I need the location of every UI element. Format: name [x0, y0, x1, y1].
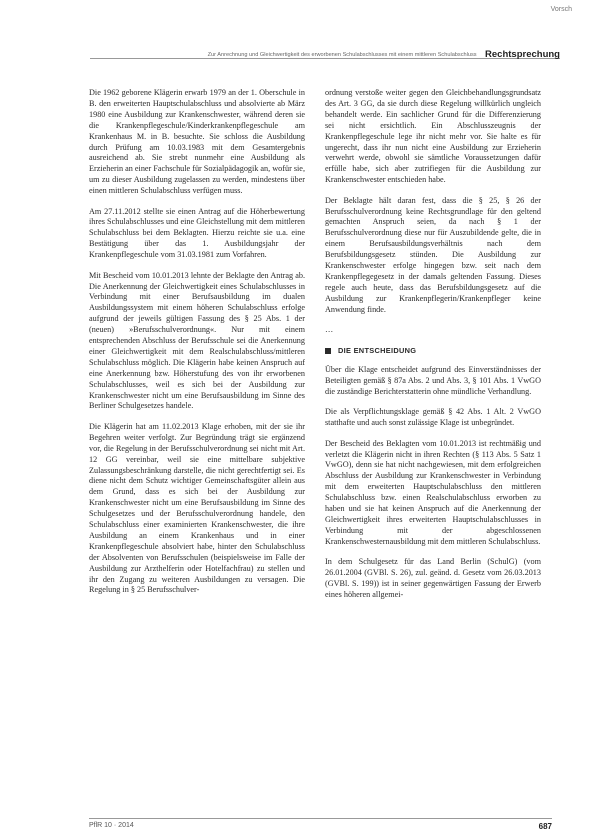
left-paragraph-2: Am 27.11.2012 stellte sie einen Antrag auf die Höherbewertung ihres Schulabschlusses und eine Gleichstellung mit dem mittleren Schulabschluss bei dem Beklagten. Hierzu reichte sie u.a. eine Bestätigung über das 1. Ausbildungsjahr der Krankenpflegeschule vom 31.03.1981 zum Vorfahren.: [89, 206, 305, 260]
page-number: 687: [538, 822, 552, 831]
left-paragraph-4: Die Klägerin hat am 11.02.2013 Klage erhoben, mit der sie ihr Begehren weiter verfolgt. Zur Begründung trägt sie ergänzend vor, die Regelung in der Berufsschulverordnung sei nicht mit Art. 12 GG vereinbar, weil sie eine mittelbare subjektive Zulassungsbeschränkung darstelle, die nicht gerechtfertigt sei. Es diene nicht dem Schutz wichtiger Gemeinschaftsgüter allein aus dem Grund, dass es sich bei der Ausbildung zur Krankenschwester nicht um eine Berufsausbildung im Sinne des Schulgesetzes und der Berufsschulverordnung handele, den Schulabschluss einer examinierten Krankenschwester, die ihre Ausbildung an einem Krankenhaus und in einer Krankenpflegeschule absolviert habe, hinter den Schulabschluss der Absolventen von Berufsschulen (beispielsweise im Falle der Ausbildung zur Arzthelferin oder Hotelfachfrau) zu stellen und ihr den Zugang zu weiteren Ausbildungen zu versagen. Die Regelung in § 25 Berufsschulver-: [89, 421, 305, 595]
right-paragraph-5: Der Bescheid des Beklagten vom 10.01.2013 ist rechtmäßig und verletzt die Klägerin nicht in ihren Rechten (§ 113 Abs. 5 Satz 1 VwGO), denn sie hat nicht nachgewiesen, mit dem erfolgreichen Abschluss der Ausbildung zur Krankenschwester in Verbindung mit dem erweiterten Hauptschulabschluss den mittleren Schulabschluss bzw. einen Realschulabschluss erworben zu haben und sie hat keinen Anspruch auf die Anerkennung der Gleichwertigkeit ihres erweiterten Hauptschulabschlusses in Verbindung mit der abgeschlossenen Krankenschwesternausbildung mit dem mittleren Schulabschluss.: [325, 438, 541, 546]
left-paragraph-1: Die 1962 geborene Klägerin erwarb 1979 an der 1. Oberschule in B. den erweiterten Hauptschulabschluss und absolvierte ab März 1980 eine Ausbildung zur Krankenschwester, während deren sie die Krankenpflegeschule/Kinderkrankenpflegeschule am Krankenhaus M. in B. besuchte. Sie schloss die Ausbildung durch Prüfung am 10.03.1983 mit dem Gesamtergebnis ausreichend ab. Sie strebt nunmehr eine Ausbildung als Erzieherin an einer Fachschule für Sozialpädagogik an, wofür sie, um zu dieser Ausbildung zugelassen zu werden, mindestens über einen mittleren Schulabschluss verfügen muss.: [89, 88, 305, 196]
right-paragraph-1: ordnung verstoße weiter gegen den Gleichbehandlungsgrundsatz des Art. 3 GG, da sie durch diese Regelung willkürlich ungleich behandelt werde. Ein sachlicher Grund für die Differenzierung sei nicht ersichtlich. Ein Abschlusszeugnis der Krankenpflegeschule lege ihr nicht mehr vor. Sie halte es für ungerecht, dass ihr nun nicht eine Ausbildung zur Erzieherin verwehrt werde, obwohl sie sämtliche Voraussetzungen dafür erfülle habe, sich aber zutrifiegen für die Ausbildung zur Krankenschwester entschieden habe.: [325, 88, 541, 185]
running-head-section: Rechtsprechung: [485, 49, 560, 60]
running-head: [90, 44, 560, 59]
section-heading-text: DIE ENTSCHEIDUNG: [338, 346, 417, 356]
right-paragraph-4: Die als Verpflichtungsklage gemäß § 42 Abs. 1 Alt. 2 VwGO statthafte und auch sonst zulässige Klage ist unbegründet.: [325, 407, 541, 428]
right-column: [325, 88, 541, 610]
square-bullet-icon: [325, 348, 331, 354]
right-paragraph-6: In dem Schulgesetz für das Land Berlin (SchulG) (vom 26.01.2004 (GVBl. S. 26), zul. geänd. d. Gesetz vom 26.03.2013 (GVBl. S. 199)) ist in seiner gegenwärtigen Fassung der Erwerb eines höheren allgemei-: [325, 557, 541, 599]
journal-reference: PflR 10 · 2014: [89, 822, 134, 829]
left-paragraph-3: Mit Bescheid vom 10.01.2013 lehnte der Beklagte den Antrag ab. Die Anerkennung der Gleichwertigkeit eines Schulabschlusses in Verbindung mit einer Berufsausbildung im dualen Ausbildungssystem mit einem höheren Schulabschluss erfolge aufgrund der jeweils gültigen Fassung des § 25 Abs. 1 der (neuen) »Berufsschulverordnung«. Nur mit einem entsprechenden Abschluss der Berufsschule sei die Anerkennung einer Gleichwertigkeit mit dem Realschulabschluss/mittleren Schulabschluss möglich. Die Klägerin habe keinen Anspruch auf eine Anerkennung bzw. Höherstufung des von ihr erworbenen Schulabschlusses, weil es sich bei der Ausbildung zur Krankenschwester nicht um eine Berufsausbildung im Sinne des Berliner Schulgesetzes handele.: [89, 270, 305, 411]
page-footer: [89, 818, 552, 829]
left-column: [89, 88, 305, 606]
running-head-subtitle: Zur Anrechnung und Gleichwertigkeit des erworbenen Schulabschlusses mit einem mittleren Schulabschluss: [207, 52, 477, 58]
right-paragraph-3: Über die Klage entscheidet aufgrund des Einverständnisses der Beteiligten gemäß § 87a Abs. 2 und Abs. 3, § 101 Abs. 1 VwGO die zuständige Berichterstatterin ohne mündliche Verhandlung.: [325, 365, 541, 396]
header-tag: Vorsch: [550, 6, 572, 13]
ellipsis: …: [325, 325, 334, 335]
section-heading: [325, 346, 541, 355]
right-paragraph-2: Der Beklagte hält daran fest, dass die § 25, § 26 der Berufsschulverordnung keine Rechtsgrundlage für den geltend gemachten Anspruch seien, da nach § 1 der Berufsschulverordnung diese nur für Auszubildende gelte, die in einem Berufsausbildungsverhältnis nach dem Berufsbildungsgesetz stünden. Die Ausbildung zur Krankenschwester erfolge hingegen bzw. seit nach dem Krankenpflegegesetz in der damals geltenden Fassung. Dieses regele auch heute, dass das Berufsbildungsgesetz auf die Ausbildung zur Krankenpflegerin/Krankenpfleger keine Anwendung finde.: [325, 195, 541, 314]
